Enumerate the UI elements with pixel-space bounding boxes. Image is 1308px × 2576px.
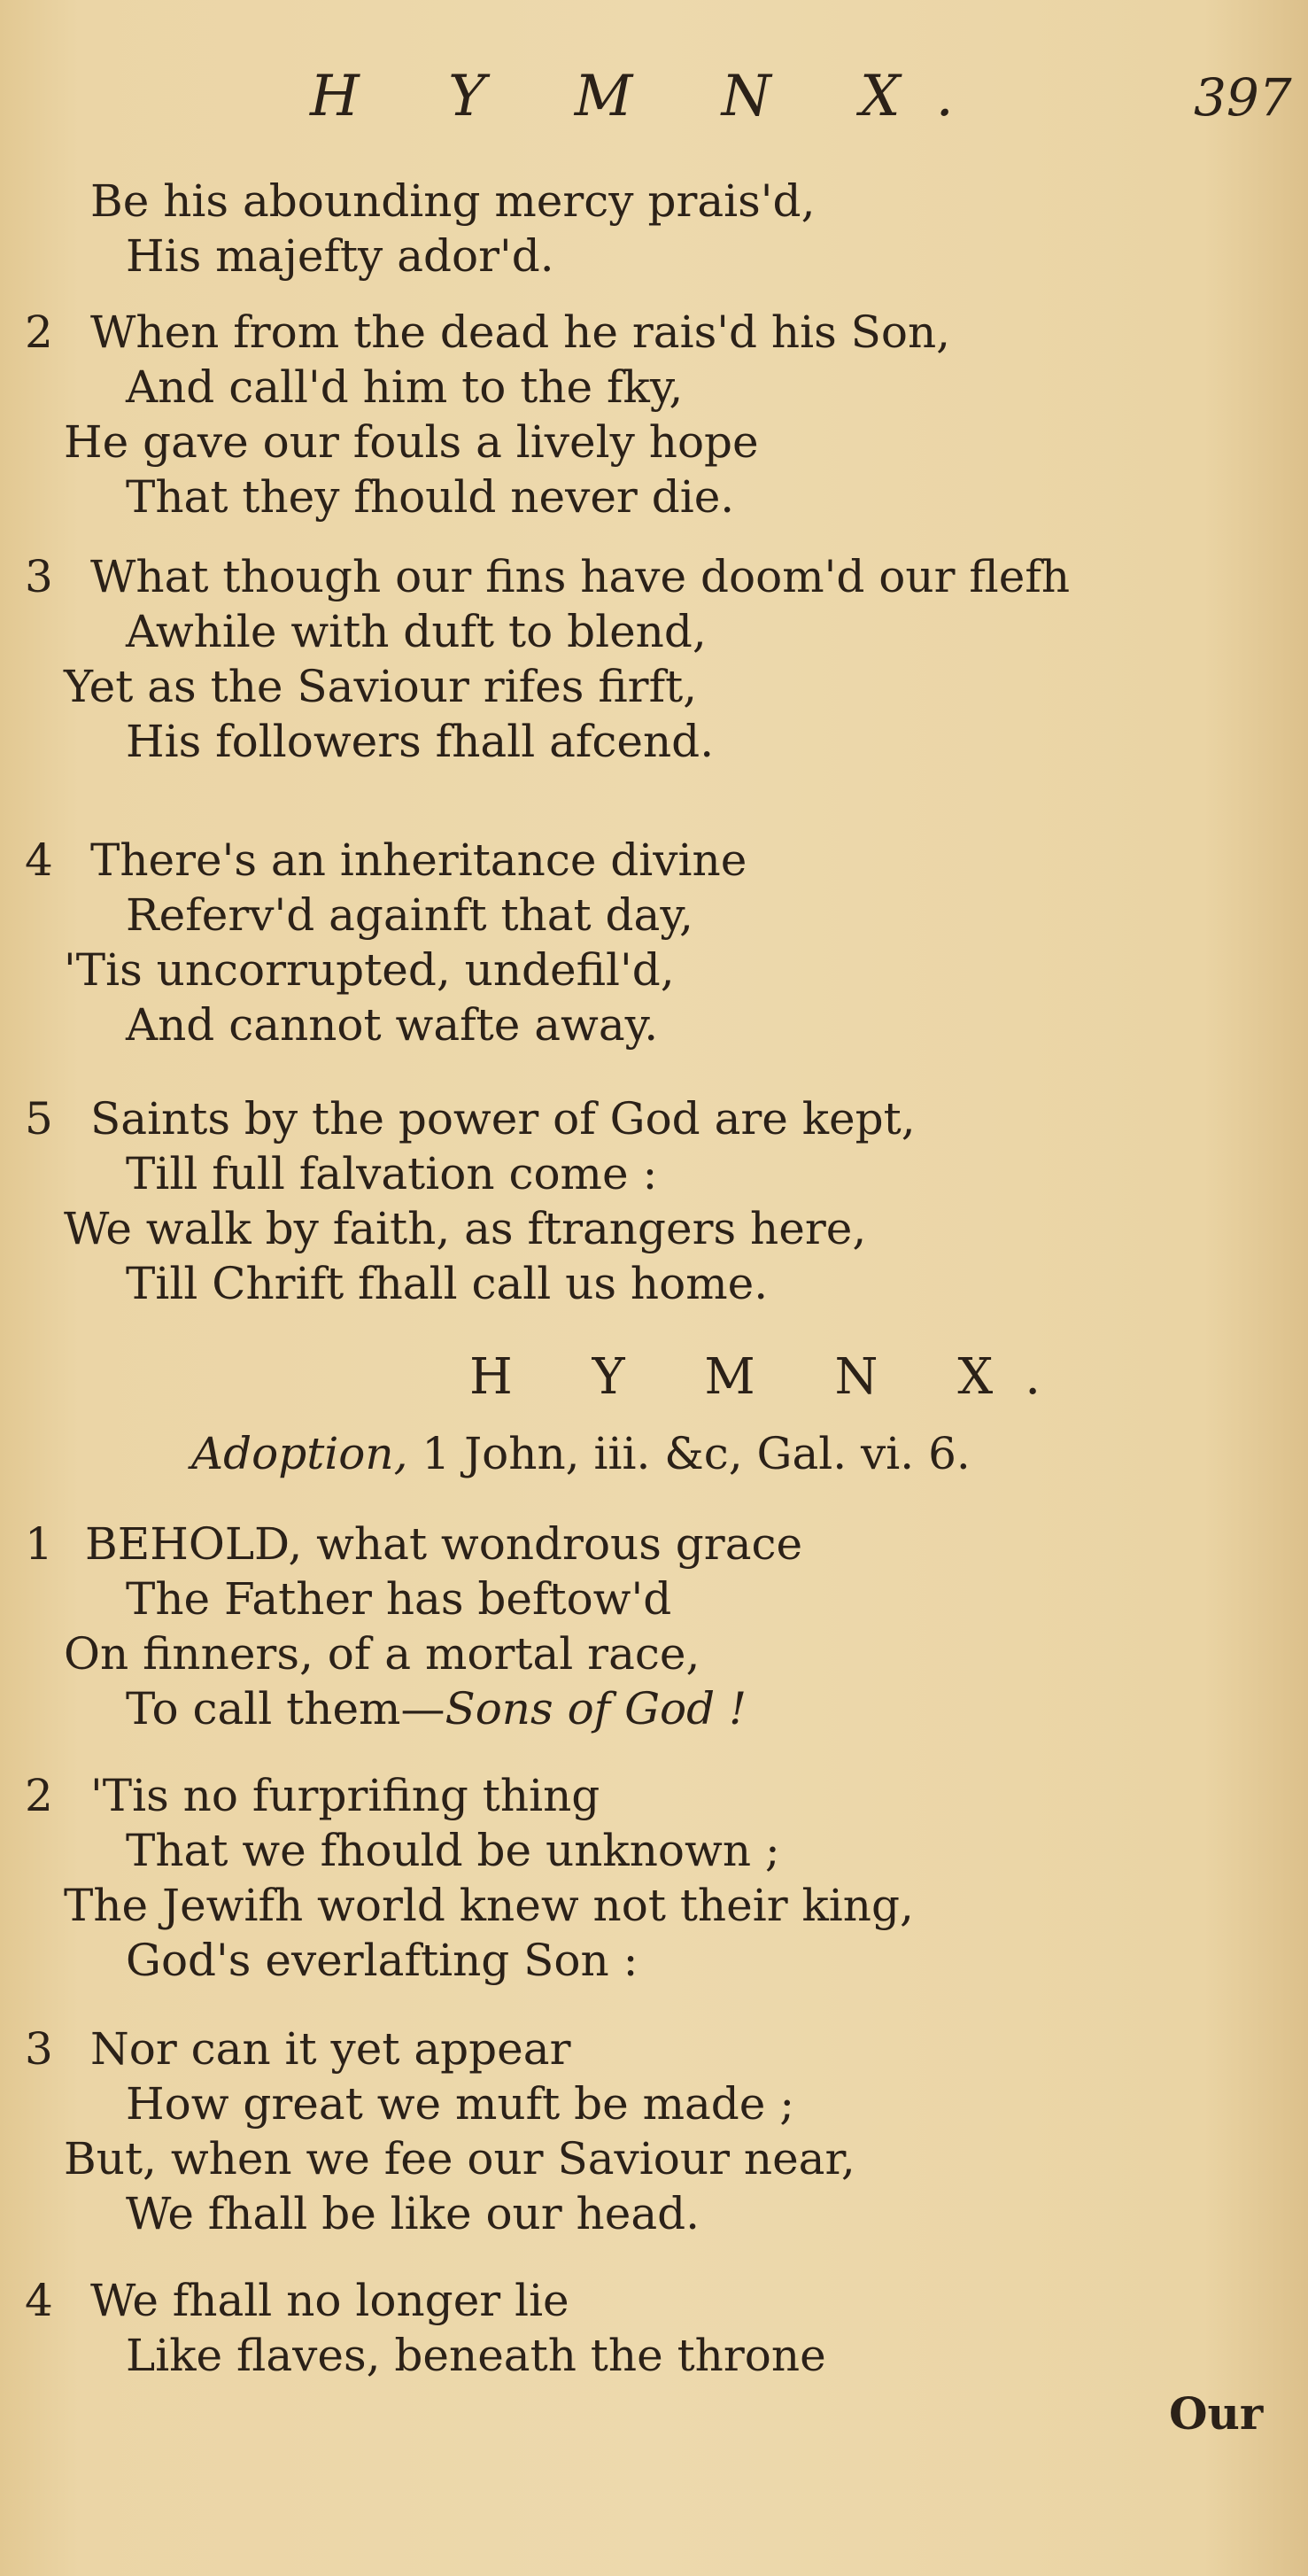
verse-line: We fhall no longer lie xyxy=(90,2275,569,2326)
verse-line: And call'd him to the fky, xyxy=(126,361,684,413)
verse-line: He gave our fouls a lively hope xyxy=(64,416,759,468)
verse-line: Till full falvation come : xyxy=(126,1148,658,1199)
verse-line: We walk by faith, as ftrangers here, xyxy=(64,1203,867,1254)
verse-line: Be his abounding mercy prais'd, xyxy=(90,175,816,227)
hymn-subject: Adoption, xyxy=(191,1428,408,1479)
verse-line: Till Chrift fhall call us home. xyxy=(126,1258,769,1309)
page-number: 397 xyxy=(1194,67,1292,128)
stanza-number: 1 xyxy=(25,1518,53,1570)
verse-line: The Father has beftow'd xyxy=(126,1573,672,1625)
verse-line: 'Tis uncorrupted, undefil'd, xyxy=(64,944,675,996)
verse-line: Yet as the Saviour rifes firft, xyxy=(64,661,698,712)
verse-line: That we fhould be unknown ; xyxy=(126,1825,780,1876)
verse-line: His followers fhall afcend. xyxy=(126,716,715,767)
page-header xyxy=(0,64,1308,135)
verse-line: There's an inheritance divine xyxy=(90,834,747,886)
emphasis-text: Sons of God ! xyxy=(445,1683,747,1734)
stanza-number: 4 xyxy=(25,834,53,886)
verse-line: Referv'd againft that day, xyxy=(126,889,693,941)
catchword: Our xyxy=(1169,2387,1264,2440)
stanza-number: 5 xyxy=(25,1093,53,1144)
verse-line: The Jewifh world knew not their king, xyxy=(64,1880,914,1931)
verse-line: God's everlafting Son : xyxy=(126,1935,639,1986)
stanza-number: 2 xyxy=(25,306,53,358)
verse-line: BEHOLD, what wondrous grace xyxy=(85,1518,803,1570)
scripture-reference: 1 John, iii. &c, Gal. vi. 6. xyxy=(422,1428,971,1479)
hymn-title: H Y M N X. xyxy=(469,1348,1073,1406)
stanza-number: 4 xyxy=(25,2275,53,2326)
running-title: H Y M N X. xyxy=(310,64,989,129)
stanza-number: 3 xyxy=(25,2023,53,2075)
verse-line: When from the dead he rais'd his Son, xyxy=(90,306,951,358)
stanza-number: 2 xyxy=(25,1770,53,1821)
verse-line: What though our fins have doom'd our flefh xyxy=(90,551,1071,602)
verse-line: His majefty ador'd. xyxy=(126,230,554,282)
verse-line: Saints by the power of God are kept, xyxy=(90,1093,916,1144)
hymn-reference xyxy=(191,1428,971,1479)
verse-line: That they fhould never die. xyxy=(126,471,735,523)
verse-line: 'Tis no furprifing thing xyxy=(90,1770,600,1821)
verse-line: Nor can it yet appear xyxy=(90,2023,571,2075)
stanza-number: 3 xyxy=(25,551,53,602)
verse-text: To call them— xyxy=(126,1683,445,1734)
verse-line: On finners, of a mortal race, xyxy=(64,1628,700,1680)
verse-line: How great we muft be made ; xyxy=(126,2078,795,2130)
verse-line: Awhile with duft to blend, xyxy=(126,606,707,657)
verse-line xyxy=(126,1681,747,1736)
verse-line: Like flaves, beneath the throne xyxy=(126,2330,826,2381)
verse-line: And cannot wafte away. xyxy=(126,999,659,1051)
verse-line: But, when we fee our Saviour near, xyxy=(64,2133,855,2184)
verse-line: We fhall be like our head. xyxy=(126,2188,700,2239)
